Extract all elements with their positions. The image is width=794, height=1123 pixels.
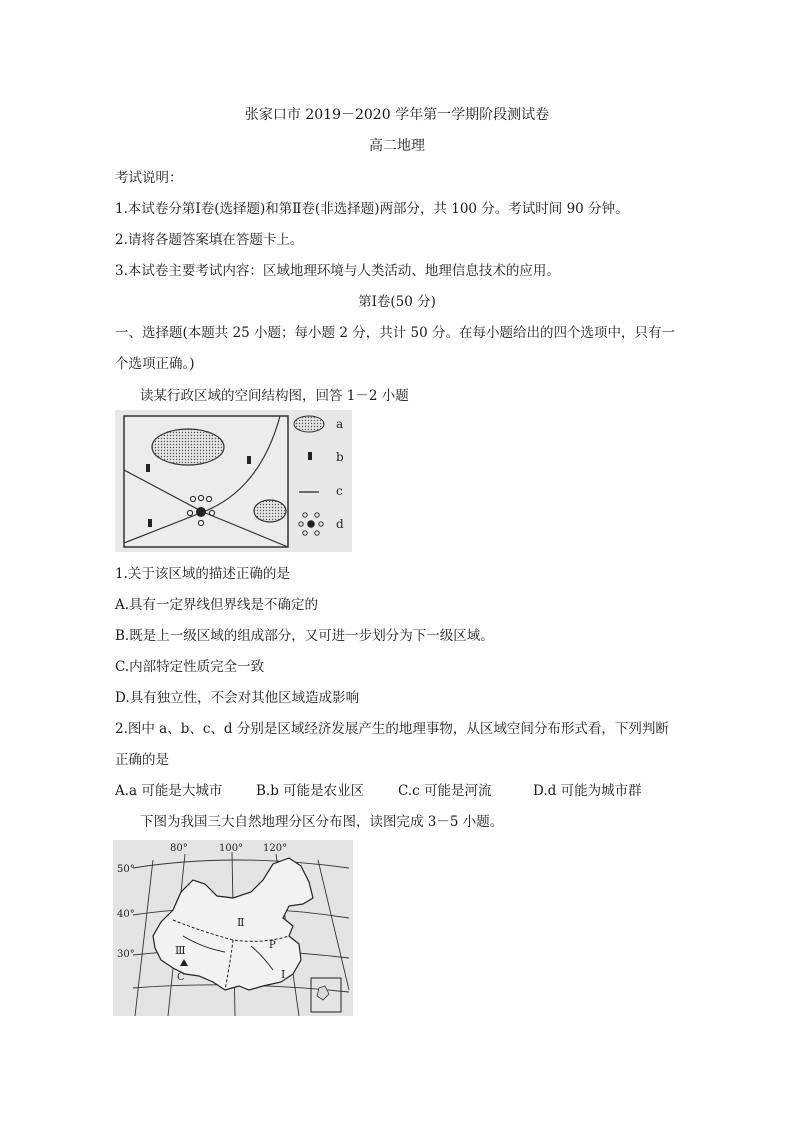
- spatial-structure-diagram: [115, 410, 352, 552]
- question-1-stem: 1.关于该区域的描述正确的是: [115, 566, 290, 582]
- point-label-c: C: [177, 972, 185, 983]
- part1-title: 第Ⅰ卷(50 分): [358, 294, 436, 310]
- lat-label-50: 50°: [117, 864, 135, 875]
- china-regions-map-figure: [113, 840, 353, 1016]
- question-2-option-c: C.c 可能是河流: [398, 783, 492, 799]
- lon-label-100: 100°: [219, 843, 244, 854]
- question-2-stem-line2: 正确的是: [115, 752, 169, 768]
- instruction-item-1: 1.本试卷分第Ⅰ卷(选择题)和第Ⅱ卷(非选择题)两部分，共 100 分。考试时间 90 分钟。: [115, 201, 629, 217]
- legend-label-a: a: [336, 417, 344, 431]
- group1-intro: 读某行政区域的空间结构图，回答 1－2 小题: [140, 388, 409, 404]
- legend-label-d: d: [336, 517, 344, 531]
- question-2-option-d: D.d 可能为城市群: [533, 783, 642, 799]
- question-1-option-b: B.既是上一级区域的组成部分，又可进一步划分为下一级区域。: [115, 628, 494, 644]
- question-2-option-a: A.a 可能是大城市: [115, 783, 223, 799]
- legend-label-c: c: [336, 484, 343, 498]
- exam-title: 张家口市 2019－2020 学年第一学期阶段测试卷: [244, 107, 550, 123]
- subject-title: 高二地理: [369, 138, 425, 154]
- instruction-item-2: 2.请将各题答案填在答题卡上。: [115, 232, 304, 248]
- region-label-3: Ⅲ: [175, 944, 186, 957]
- question-1-option-a: A.具有一定界线但界线是不确定的: [115, 597, 319, 613]
- question-2-options: [115, 779, 675, 799]
- point-label-p: P: [269, 940, 276, 951]
- section-heading-line2: 个选项正确。): [115, 356, 195, 372]
- question-2-stem-line1: 2.图中 a、b、c、d 分别是区域经济发展产生的地理事物，从区域空间分布形式看，下列判断: [115, 721, 669, 737]
- lon-label-120: 120°: [263, 843, 288, 854]
- region-label-1: Ⅰ: [281, 968, 286, 981]
- group2-intro: 下图为我国三大自然地理分区分布图，读图完成 3－5 小题。: [140, 814, 504, 830]
- question-2-option-b: B.b 可能是农业区: [256, 783, 365, 799]
- legend-label-b: b: [336, 450, 344, 464]
- lat-label-30: 30°: [117, 949, 135, 960]
- section-heading-line1: 一、选择题(本题共 25 小题；每小题 2 分，共计 50 分。在每小题给出的四个选项中，只有一: [115, 325, 675, 341]
- lon-label-80: 80°: [170, 843, 188, 854]
- instruction-item-3: 3.本试卷主要考试内容：区域地理环境与人类活动、地理信息技术的应用。: [115, 263, 560, 279]
- lat-label-40: 40°: [117, 909, 135, 920]
- spatial-structure-figure: [115, 410, 352, 552]
- china-regions-map: [113, 840, 353, 1016]
- question-1-option-d: D.具有独立性，不会对其他区域造成影响: [115, 690, 360, 706]
- region-label-2: Ⅱ: [237, 916, 245, 929]
- question-1-option-c: C.内部特定性质完全一致: [115, 659, 265, 675]
- instructions-heading: 考试说明：: [115, 170, 183, 186]
